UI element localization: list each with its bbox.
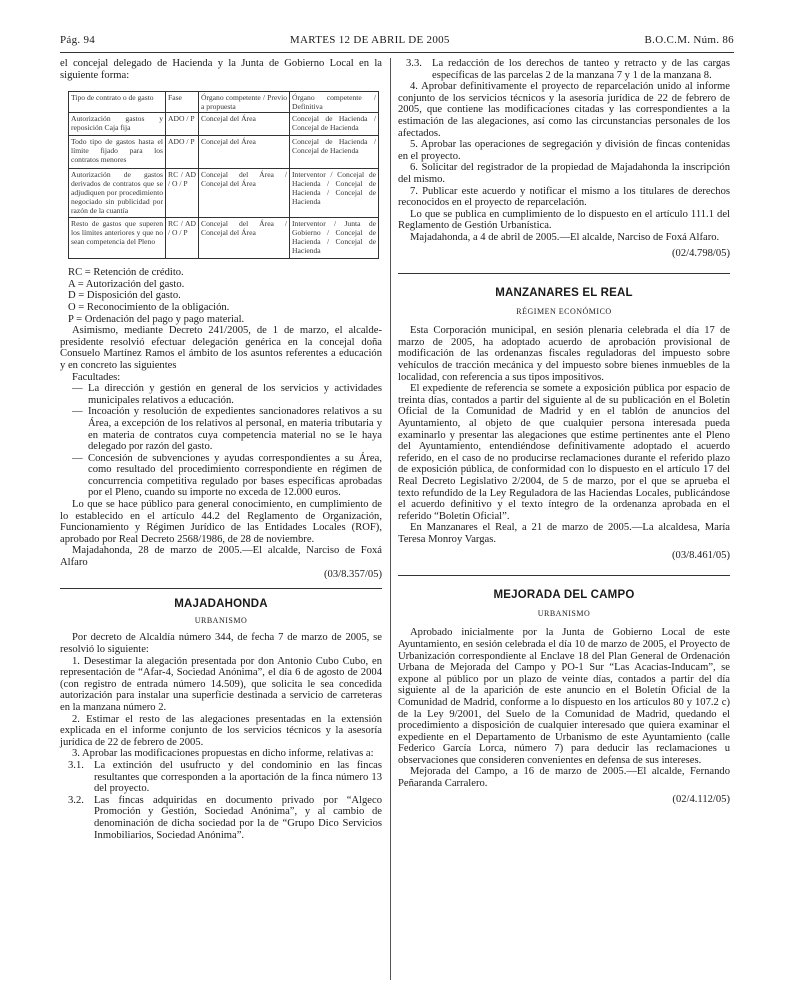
table-cell: Autorización gastos y reposición Caja fija <box>69 113 166 136</box>
bulletin-issue: B.O.C.M. Núm. 86 <box>644 34 734 46</box>
table-header-row <box>69 92 379 113</box>
left-column <box>60 58 382 841</box>
list-item-text: La extinción del usufructo y del condominio en las fincas resultantes que corresponden a la aportación de la finca número 13 del proyecto. <box>94 759 382 795</box>
paragraph: 5. Aprobar las operaciones de segregación y división de fincas contenidas en el proyecto. <box>398 139 730 162</box>
intro-text: el concejal delegado de Hacienda y la Junta de Gobierno Local en la siguiente forma: <box>60 58 382 81</box>
dash-marker: — <box>72 406 83 418</box>
list-item <box>60 795 382 841</box>
column-divider <box>390 58 391 980</box>
table-cell: RC / AD / O / P <box>166 218 199 259</box>
reference-code: (03/8.461/05) <box>672 549 730 561</box>
paragraph: 3. Aprobar las modificaciones propuestas en dicho informe, relativas a: <box>72 748 374 760</box>
table-cell: Concejal del Área / Concejal del Área <box>199 218 290 259</box>
table-cell: Interventor / Junta de Gobierno / Concejal de Hacienda / Concejal de Hacienda <box>290 218 379 259</box>
table-cell: Autorización de gastos derivados de contratos que se adjudiquen por procedimiento negociado sin publicidad por razón de la cuantía <box>69 169 166 218</box>
table-row <box>69 218 379 259</box>
paragraph: Lo que se hace público para general conocimiento, en cumplimiento de lo establecido en el artículo 44.2 del Reglamento de Organización, Funcionamiento y Régimen Jurídico de las Entidades Locales (ROF), aprobado por Real Decreto 2568/1986, de 28 de noviembre. <box>60 499 382 545</box>
table-cell: Concejal del Área <box>199 113 290 136</box>
legend-item: RC = Retención de crédito. <box>68 267 184 279</box>
table-cell: Todo tipo de gastos hasta el límite fijado para los contratos menores <box>69 136 166 169</box>
list-item-text: La dirección y gestión en general de los servicios y actividades municipales relativos a educación. <box>88 383 382 406</box>
paragraph: Por decreto de Alcaldía número 344, de fecha 7 de marzo de 2005, se resolvió lo siguiente: <box>60 632 382 655</box>
issue-date: MARTES 12 DE ABRIL DE 2005 <box>289 34 450 46</box>
separator <box>398 575 730 576</box>
table-cell: Concejal de Hacienda / Concejal de Hacienda <box>290 136 379 169</box>
table-cell: ADO / P <box>166 136 199 169</box>
table-row <box>69 113 379 136</box>
section-subtitle: URBANISMO <box>537 608 591 618</box>
item-number: 3.2. <box>68 794 84 806</box>
table-cell: Concejal de Hacienda / Concejal de Hacienda <box>290 113 379 136</box>
signature: Majadahonda, a 4 de abril de 2005.—El alcalde, Narciso de Foxá Alfaro. <box>410 231 720 243</box>
section-subtitle: URBANISMO <box>194 615 248 625</box>
list-item <box>60 406 382 452</box>
paragraph: 7. Publicar este acuerdo y notificar el mismo a los titulares de derechos reconocidos en el proyecto de reparcelación. <box>398 185 730 209</box>
list-item-text: Las fincas adquiridas en documento privado por “Algeco Promoción y Gestión, Sociedad Anónima”, y al cambio de denominación de dicha sociedad por la de “Grupo Dico Servicios Inmobiliarios, Sociedad Anónima”. <box>94 794 382 841</box>
table-cell: Concejal del Área <box>199 136 290 169</box>
section-title: MANZANARES EL REAL <box>495 287 633 300</box>
page-header <box>60 34 734 50</box>
abbreviation-legend <box>60 267 382 325</box>
paragraph: 4. Aprobar definitivamente el proyecto de reparcelación unido al informe conjunto de los servicios técnicos y la asesoría jurídica de 22 de febrero de 2005, que contiene las modificaciones citadas y las correspondientes a la estimación de las alegaciones, así como las circunstancias personales de los afectados. <box>398 81 730 139</box>
dash-marker: — <box>72 452 83 464</box>
section-subtitle: RÉGIMEN ECONÓMICO <box>516 306 612 316</box>
list-item-text: La redacción de los derechos de tanteo y retracto y de las cargas específicas de las parcelas 2 de la manzana 7 y 1 de la manzana 8. <box>432 58 730 81</box>
item-number: 3.1. <box>68 759 84 771</box>
table-header: Fase <box>166 92 199 113</box>
table-header: Órgano competente / Previo a propuesta <box>199 92 290 113</box>
table-row <box>69 169 379 218</box>
header-rule <box>60 52 734 53</box>
legend-item: D = Disposición del gasto. <box>68 290 181 302</box>
reference-code: (02/4.798/05) <box>672 247 730 259</box>
signature: En Manzanares el Real, a 21 de marzo de 2005.—La alcaldesa, María Teresa Monroy Vargas. <box>398 522 730 545</box>
table-row <box>69 136 379 169</box>
table-header: Tipo de contrato o de gasto <box>69 92 166 113</box>
reference-code: (03/8.357/05) <box>324 568 382 580</box>
paragraph: Asimismo, mediante Decreto 241/2005, de 1 de marzo, el alcalde-presidente resolvió efectuar delegación genérica en la concejal doña Consuelo Martínez Ramos el ámbito de los asuntos referentes a educación y en concreto las siguientes <box>60 325 382 371</box>
list-item <box>60 383 382 406</box>
list-item <box>60 453 382 499</box>
table-cell: Interventor / Concejal de Hacienda / Concejal de Hacienda / Concejal de Hacienda <box>290 169 379 218</box>
legend-item: P = Ordenación del pago y pago material. <box>68 313 245 325</box>
paragraph: 1. Desestimar la alegación presentada por don Antonio Cubo Cubo, en representación de “Afar-4, Sociedad Anónima”, el día 6 de agosto de 2004 (con registro de entrada número 14.509), que solicita le sea concedida autorización para instalar una superficie destinada a servicio de carreteras en la manzana número 2. <box>60 655 382 713</box>
paragraph: 2. Estimar el resto de las alegaciones presentadas en la extensión explicada en el informe conjunto de los servicios técnicos y la asesoría jurídica de 22 de febrero de 2005. <box>60 713 382 748</box>
legend-item: A = Autorización del gasto. <box>68 278 185 290</box>
section-title: MAJADAHONDA <box>174 598 268 611</box>
paragraph: El expediente de referencia se somete a exposición pública por espacio de treinta días, contados a partir del siguiente al de su publicación en el Boletín Oficial de la Comunidad de Madrid y en el tablón de anuncios del Ayuntamiento, al objeto de que cualquier persona interesada pueda examinarlo y presentar las alegaciones que estime pertinentes ante el Pleno del Ayuntamiento, entendiéndose definitivamente adoptado el acuerdo referido, en el caso de no producirse reclamaciones durante el referido plazo de exposición pública, de conformidad con lo dispuesto en el artículo 17 del Real Decreto Legislativo 2/2004, de 5 de marzo, por el que se aprueba el texto refundido de la Ley Reguladora de las Haciendas Locales, publicándose el acuerdo definitivo y el texto íntegro de la ordenanza aprobada en el referido “Boletín Oficial”. <box>398 383 730 522</box>
item-number: 3.3. <box>406 58 422 69</box>
paragraph: Lo que se publica en cumplimiento de lo dispuesto en el artículo 111.1 del Reglamento de Gestión Urbanística. <box>398 208 730 232</box>
facultades-label: Facultades: <box>72 371 121 383</box>
list-item <box>60 760 382 795</box>
list-item-text: Incoación y resolución de expedientes sancionadores relativos a su Área, a excepción de los relativos al personal, en materia tributaria y en materia de contratos cuya competencia material no se le haya delegado por razón del gasto. <box>88 406 382 453</box>
page-number: Pág. 94 <box>60 34 96 46</box>
delegation-table <box>68 91 379 259</box>
paragraph: Esta Corporación municipal, en sesión plenaria celebrada el día 17 de marzo de 2005, ha adoptado acuerdo de aprobación provisional de modificación de las ordenanzas fiscales reguladoras del impuesto sobre vehículos de tracción mecánica y del impuesto sobre bienes inmuebles de la localidad, con referencia a sus tipos impositivos. <box>398 325 730 383</box>
signature: Mejorada del Campo, a 16 de marzo de 2005.—El alcalde, Fernando Peñaranda Carralero. <box>398 766 730 790</box>
paragraph: 6. Solicitar del registrador de la propiedad de Majadahonda la inscripción del mismo. <box>398 162 730 185</box>
table-cell: Concejal del Área / Concejal del Área <box>199 169 290 218</box>
table-cell: Resto de gastos que superen los límites anteriores y que no sean competencia del Pleno <box>69 218 166 259</box>
paragraph: Aprobado inicialmente por la Junta de Gobierno Local de este Ayuntamiento, en sesión celebrada el día 10 de marzo de 2005, el Proyecto de Urbanización correspondiente al Enclave 18 del Plan General de Ordenación Urbana de Mejorada del Campo y PO-1 Sur “Las Acacias-Inducam”, se expone al público por un plazo de veinte días, contados a partir del día siguiente al de la aparición de este anuncio en el Boletín Oficial de la Comunidad de Madrid, conforme a lo dispuesto en los artículos 80 y 107.2 c) de la Ley 9/2001, del Suelo de la Comunidad de Madrid, quedando el procedimiento a disposición de cualquier interesado que quiera examinar el expediente en el Departamento de Urbanismo de este Ayuntamiento (calle Federico García Lorca, número 7) para deducir las reclamaciones u observaciones que consideren convenientes en defensa de sus intereses. <box>398 627 730 766</box>
reference-code: (02/4.112/05) <box>672 793 730 805</box>
section-title: MEJORADA DEL CAMPO <box>493 589 635 602</box>
separator <box>60 588 382 589</box>
list-item <box>398 58 730 81</box>
table-cell: ADO / P <box>166 113 199 136</box>
signature: Majadahonda, 28 de marzo de 2005.—El alcalde, Narciso de Foxá Alfaro <box>60 545 382 569</box>
list-item-text: Concesión de subvenciones y ayudas correspondientes a su Área, como resultado del procedimiento correspondiente en régimen de concurrencia competitiva regulado por bases específicas aprobadas por el Pleno, cuando su importe no exceda de 12.000 euros. <box>88 452 382 499</box>
separator <box>398 273 730 274</box>
legend-item: O = Reconocimiento de la obligación. <box>68 301 230 313</box>
dash-marker: — <box>72 383 83 395</box>
right-column <box>398 58 730 805</box>
table-cell: RC / AD / O / P <box>166 169 199 218</box>
table-header: Órgano competente / Definitiva <box>290 92 379 113</box>
